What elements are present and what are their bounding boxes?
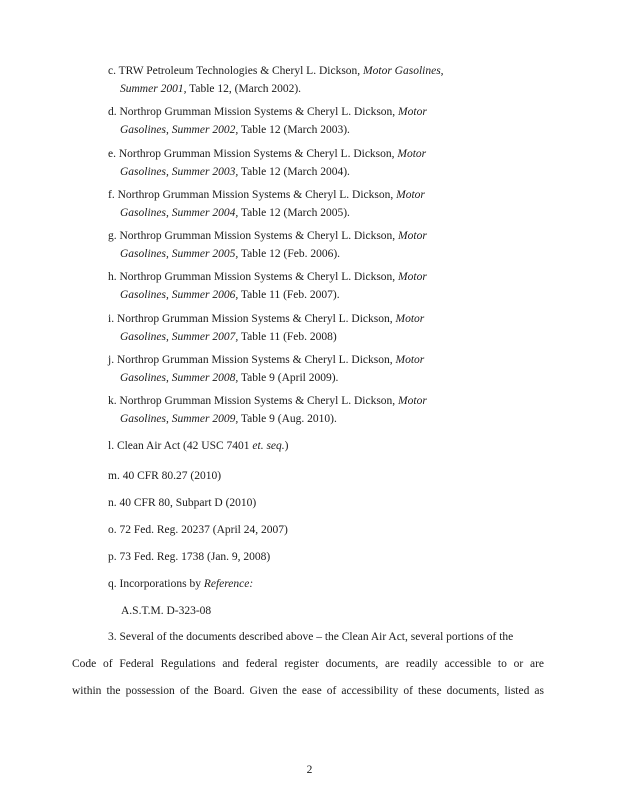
reference-text: Table 9 (Aug. 2010). bbox=[238, 413, 337, 425]
reference-title: Motor bbox=[396, 189, 425, 201]
reference-title: Gasolines, Summer 2007, bbox=[120, 331, 239, 343]
reference-text: Table 11 (Feb. 2008) bbox=[238, 331, 337, 343]
reference-title: Motor bbox=[398, 106, 427, 118]
reference-title: Gasolines, Summer 2006, bbox=[120, 289, 239, 301]
reference-item-f bbox=[108, 186, 508, 222]
paragraph-line: 3. Several of the documents described above – the Clean Air Act, several portions of the bbox=[108, 631, 514, 643]
reference-text: ) bbox=[284, 440, 289, 452]
reference-text: k. Northrop Grumman Mission Systems & Cheryl L. Dickson, bbox=[108, 395, 399, 407]
reference-item-m: m. 40 CFR 80.27 (2010) bbox=[108, 470, 222, 482]
reference-text: Table 12, (March 2002). bbox=[186, 83, 302, 95]
reference-title: Gasolines, Summer 2009, bbox=[120, 413, 239, 425]
reference-text: g. Northrop Grumman Mission Systems & Cheryl L. Dickson, bbox=[108, 230, 399, 242]
reference-item-g bbox=[108, 227, 508, 263]
reference-item-j bbox=[108, 351, 508, 387]
reference-title: Motor bbox=[398, 230, 427, 242]
reference-text: i. Northrop Grumman Mission Systems & Cheryl L. Dickson, bbox=[108, 313, 396, 325]
reference-text: h. Northrop Grumman Mission Systems & Cheryl L. Dickson, bbox=[108, 271, 399, 283]
reference-title: Gasolines, Summer 2004, bbox=[120, 207, 239, 219]
reference-text: e. Northrop Grumman Mission Systems & Cheryl L. Dickson, bbox=[108, 148, 398, 160]
reference-title: Reference: bbox=[203, 578, 254, 590]
reference-title: Motor bbox=[397, 148, 427, 160]
reference-title: Motor Gasolines, bbox=[363, 65, 444, 77]
reference-text: c. TRW Petroleum Technologies & Cheryl L. Dickson, bbox=[108, 65, 364, 77]
reference-item-o: o. 72 Fed. Reg. 20237 (April 24, 2007) bbox=[108, 524, 288, 536]
reference-item-c bbox=[108, 62, 508, 98]
reference-text: j. Northrop Grumman Mission Systems & Cheryl L. Dickson, bbox=[108, 354, 396, 366]
reference-text: Table 12 (March 2003). bbox=[238, 124, 350, 136]
reference-item-i bbox=[108, 310, 508, 346]
reference-title: Motor bbox=[398, 395, 427, 407]
page-number: 2 bbox=[306, 764, 313, 776]
reference-title: Motor bbox=[398, 271, 427, 283]
reference-item-e bbox=[108, 145, 508, 181]
reference-text: Table 12 (March 2004). bbox=[238, 166, 350, 178]
reference-title: Motor bbox=[395, 313, 425, 325]
reference-item-d bbox=[108, 103, 508, 139]
reference-title: et. seq. bbox=[252, 440, 285, 452]
reference-text: l. Clean Air Act (42 USC 7401 bbox=[108, 440, 253, 452]
reference-item-k bbox=[108, 392, 508, 428]
reference-title: Gasolines, Summer 2002, bbox=[120, 124, 239, 136]
reference-title: Gasolines, Summer 2008, bbox=[120, 372, 239, 384]
reference-item-q bbox=[108, 575, 253, 593]
paragraph-line: within the possession of the Board. Given the ease of accessibility of these documents, listed as bbox=[72, 685, 544, 697]
reference-text: d. Northrop Grumman Mission Systems & Cheryl L. Dickson, bbox=[108, 106, 399, 118]
reference-item-h bbox=[108, 268, 508, 304]
reference-title: Summer 2001, bbox=[120, 83, 187, 95]
reference-text: f. Northrop Grumman Mission Systems & Cheryl L. Dickson, bbox=[108, 189, 397, 201]
reference-item-n: n. 40 CFR 80, Subpart D (2010) bbox=[108, 497, 257, 509]
reference-item-l bbox=[108, 437, 289, 455]
reference-title: Motor bbox=[395, 354, 425, 366]
reference-text: Table 9 (April 2009). bbox=[238, 372, 339, 384]
reference-title: Gasolines, Summer 2003, bbox=[120, 166, 239, 178]
reference-text: Table 12 (March 2005). bbox=[238, 207, 350, 219]
astm-reference: A.S.T.M. D-323-08 bbox=[121, 605, 212, 617]
reference-text: Table 12 (Feb. 2006). bbox=[238, 248, 341, 260]
reference-text: q. Incorporations by bbox=[108, 578, 204, 590]
reference-title: Gasolines, Summer 2005, bbox=[120, 248, 239, 260]
reference-text: Table 11 (Feb. 2007). bbox=[238, 289, 340, 301]
paragraph-line: Code of Federal Regulations and federal register documents, are readily accessible to or are bbox=[72, 658, 544, 670]
reference-item-p: p. 73 Fed. Reg. 1738 (Jan. 9, 2008) bbox=[108, 551, 271, 563]
